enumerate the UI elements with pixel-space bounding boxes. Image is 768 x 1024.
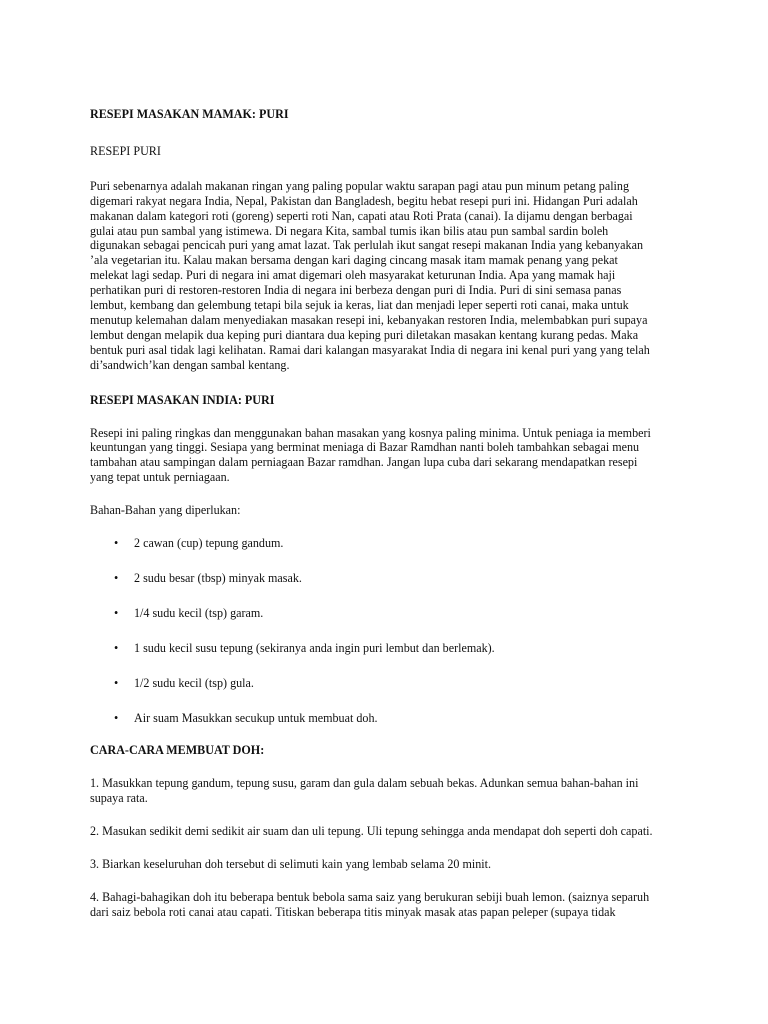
- heading-cara-membuat-doh: CARA-CARA MEMBUAT DOH:: [90, 743, 265, 758]
- paragraph-line: bentuk puri asal tidak lagi kelihatan. Ramai dari kalangan masyarakat India di negara ini kenal puri yang yang telah: [90, 342, 650, 357]
- ingredient-text: 1/4 sudu kecil (tsp) garam.: [134, 605, 264, 620]
- paragraph-line: digemari rakyat negara India, Nepal, Pakistan dan Bangladesh, begitu hebat resepi puri ini. Hidangan Puri adalah: [90, 193, 638, 208]
- list-item: [90, 536, 686, 551]
- subheading-resepi-puri: RESEPI PURI: [90, 143, 161, 158]
- intro-paragraph: [90, 179, 686, 373]
- bullet-icon: •: [114, 640, 119, 655]
- step-item: [90, 890, 686, 920]
- paragraph-line: menutup kelemahan dalam menyediakan masakan resepi ini, kebanyakan restoren India, melembabkan puri supaya: [90, 312, 648, 327]
- ingredient-text: Air suam Masukkan secukup untuk membuat doh.: [134, 710, 378, 725]
- list-item: [90, 571, 686, 586]
- paragraph-line: digunakan sebagai pencicah puri yang amat lazat. Tak perlulah ikut sangat resepi makanan India yang kebanyakan: [90, 238, 644, 253]
- step-item: [90, 776, 686, 806]
- paragraph-line: keuntungan yang tinggi. Sesiapa yang berminat meniaga di Bazar Ramdhan nanti boleh tambahkan sebagai menu: [90, 440, 640, 455]
- ingredient-text: 2 sudu besar (tbsp) minyak masak.: [134, 570, 302, 585]
- step-item: [90, 857, 686, 872]
- paragraph-line: tambahan atau sampingan dalam perniagaan Bazar ramdhan. Jangan lupa cuba dari sekarang mendapatkan resepi: [90, 455, 638, 470]
- ingredients-label: Bahan-Bahan yang diperlukan:: [90, 503, 241, 518]
- paragraph-line: lembut dengan melapik dua keping puri diantara dua keping puri diletakan masakan kentang kurang pedas. Maka: [90, 327, 639, 342]
- steps-list: [90, 776, 686, 919]
- bullet-icon: •: [114, 675, 119, 690]
- step-line: 2. Masukan sedikit demi sedikit air suam dan uli tepung. Uli tepung sehingga anda mendapat doh seperti doh capati.: [90, 824, 653, 839]
- step-line: 3. Biarkan keseluruhan doh tersebut di selimuti kain yang lembab selama 20 minit.: [90, 857, 492, 872]
- paragraph-line: Puri sebenarnya adalah makanan ringan yang paling popular waktu sarapan pagi atau pun minum petang paling: [90, 178, 630, 193]
- heading-resepi-masakan-mamak: RESEPI MASAKAN MAMAK: PURI: [90, 107, 289, 121]
- ingredient-text: 1/2 sudu kecil (tsp) gula.: [134, 675, 254, 690]
- ingredient-text: 1 sudu kecil susu tepung (sekiranya anda ingin puri lembut dan berlemak).: [134, 640, 495, 655]
- paragraph-line: melekat lagi sedap. Puri di negara ini amat digemari oleh masyarakat keturunan India. Apa yang mamak haji: [90, 268, 616, 283]
- step-item: [90, 824, 686, 839]
- bullet-icon: •: [114, 536, 119, 551]
- list-item: [90, 641, 686, 656]
- document-page: [90, 107, 686, 920]
- paragraph-line: yang tepat untuk perniagaan.: [90, 470, 230, 485]
- paragraph-line: perhatikan puri di restoren-restoren India di negara ini berbeza dengan puri di India. Puri di sini semasa panas: [90, 283, 622, 298]
- paragraph-line: ’ala vegetarian itu. Kalau makan bersama dengan kari daging cincang masak itam mamak penang yang pekat: [90, 253, 618, 268]
- ingredients-list: [90, 536, 686, 725]
- heading-resepi-masakan-india: RESEPI MASAKAN INDIA: PURI: [90, 392, 275, 407]
- step-line: supaya rata.: [90, 791, 148, 806]
- paragraph-line: gulai atau pun sambal yang istimewa. Di negara Kita, sambal tumis ikan bilis atau pun sambal sardin boleh: [90, 223, 609, 238]
- paragraph-line: di’sandwich’kan dengan sambal kentang.: [90, 357, 290, 372]
- recipe-intro-paragraph: [90, 426, 686, 486]
- bullet-icon: •: [114, 710, 119, 725]
- list-item: [90, 676, 686, 691]
- bullet-icon: •: [114, 605, 119, 620]
- paragraph-line: lembut, kembang dan gelembung tetapi bila sejuk ia keras, liat dan menjadi leper seperti roti canai, maka untuk: [90, 298, 629, 313]
- step-line: dari saiz bebola roti canai atau capati. Titiskan beberapa titis minyak masak atas papan peleper (supaya tidak: [90, 904, 616, 919]
- paragraph-line: makanan dalam kategori roti (goreng) seperti roti Nan, capati atau Roti Prata (canai). Ia dijamu dengan berbagai: [90, 208, 633, 223]
- list-item: [90, 711, 686, 726]
- list-item: [90, 606, 686, 621]
- paragraph-line: Resepi ini paling ringkas dan menggunakan bahan masakan yang kosnya paling minima. Untuk peniaga ia memberi: [90, 425, 651, 440]
- step-line: 4. Bahagi-bahagikan doh itu beberapa bentuk bebola sama saiz yang berukuran sebiji buah lemon. (saiznya separuh: [90, 890, 650, 904]
- ingredient-text: 2 cawan (cup) tepung gandum.: [134, 536, 284, 551]
- bullet-icon: •: [114, 570, 119, 585]
- step-line: 1. Masukkan tepung gandum, tepung susu, garam dan gula dalam sebuah bekas. Adunkan semua bahan-bahan ini: [90, 776, 639, 791]
